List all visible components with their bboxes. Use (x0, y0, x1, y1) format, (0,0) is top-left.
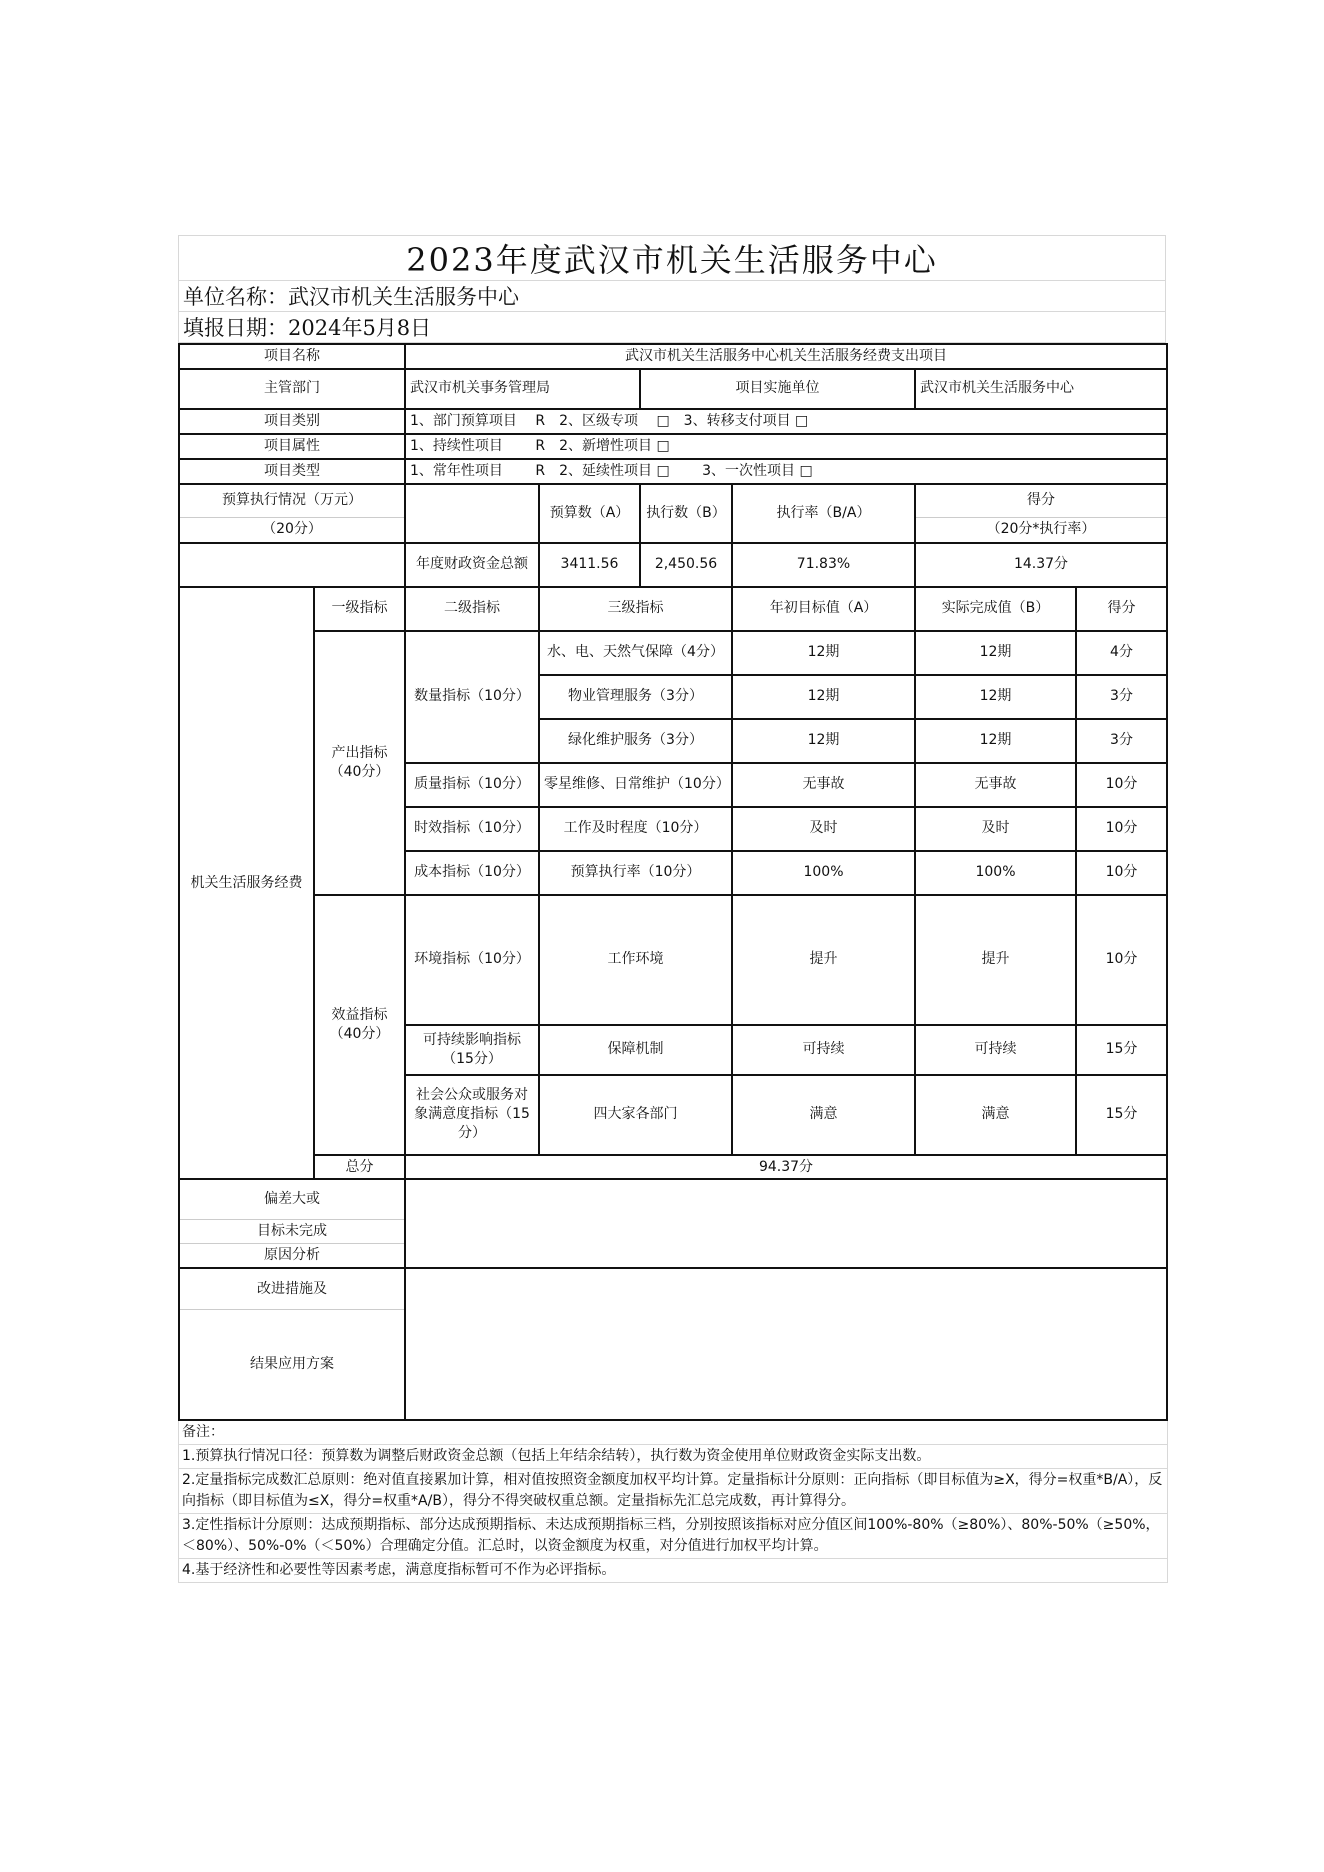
header-target: 年初目标值（A） (732, 587, 915, 631)
project-name-row (179, 344, 1167, 369)
dept-label: 主管部门 (179, 369, 405, 409)
budget-label: 预算执行情况（万元） (179, 484, 405, 518)
level3-indicator: 工作环境 (539, 895, 732, 1025)
indicator-row (179, 895, 1167, 1025)
level3-indicator: 物业管理服务（3分） (539, 675, 732, 719)
total-row (179, 1155, 1167, 1180)
budget-col-a: 预算数（A） (539, 484, 640, 543)
improve-content (405, 1268, 1167, 1420)
notes-heading: 备注： (182, 1423, 224, 1440)
score-value: 10分 (1076, 895, 1167, 1025)
deviation-label-1: 偏差大或 (179, 1179, 405, 1219)
budget-score-value: 14.37分 (915, 543, 1167, 587)
level2-indicator: 社会公众或服务对象满意度指标（15分） (405, 1075, 539, 1155)
budget-col-score: 得分 (915, 484, 1167, 518)
indicator-project-name: 机关生活服务经费 (179, 587, 314, 1180)
header-score: 得分 (1076, 587, 1167, 631)
unit-name-line: 单位名称：武汉市机关生活服务中心 (178, 281, 1166, 312)
result-plan-label: 结果应用方案 (179, 1310, 405, 1420)
target-value: 满意 (732, 1075, 915, 1155)
target-value: 12期 (732, 675, 915, 719)
type-row (179, 459, 1167, 484)
header-level3: 三级指标 (539, 587, 732, 631)
level2-indicator: 质量指标（10分） (405, 763, 539, 807)
score-value: 4分 (1076, 631, 1167, 675)
budget-a-value: 3411.56 (539, 543, 640, 587)
indicator-header-row (179, 587, 1167, 631)
target-value: 可持续 (732, 1025, 915, 1075)
score-value: 10分 (1076, 807, 1167, 851)
actual-value: 12期 (915, 631, 1076, 675)
level2-indicator: 时效指标（10分） (405, 807, 539, 851)
score-value: 15分 (1076, 1025, 1167, 1075)
budget-blank-cell (405, 484, 539, 543)
actual-value: 100% (915, 851, 1076, 895)
target-value: 及时 (732, 807, 915, 851)
dept-value: 武汉市机关事务管理局 (405, 369, 640, 409)
level2-indicator: 可持续影响指标（15分） (405, 1025, 539, 1075)
budget-row-label: 年度财政资金总额 (405, 543, 539, 587)
dept-row (179, 369, 1167, 409)
type-label: 项目类型 (179, 459, 405, 484)
actual-value: 可持续 (915, 1025, 1076, 1075)
budget-col-b: 执行数（B） (640, 484, 732, 543)
level3-indicator: 四大家各部门 (539, 1075, 732, 1155)
actual-value: 12期 (915, 719, 1076, 763)
level2-indicator: 成本指标（10分） (405, 851, 539, 895)
target-value: 100% (732, 851, 915, 895)
output-indicator-label: 产出指标（40分） (314, 631, 405, 895)
score-value: 3分 (1076, 675, 1167, 719)
budget-col-rate: 执行率（B/A） (732, 484, 915, 543)
report-sheet (178, 235, 1166, 1583)
level2-indicator: 数量指标（10分） (405, 631, 539, 763)
actual-value: 12期 (915, 675, 1076, 719)
budget-value-row (179, 543, 1167, 587)
indicator-row (179, 631, 1167, 675)
total-label: 总分 (314, 1155, 405, 1180)
note-item: 3.定性指标计分原则：达成预期指标、部分达成预期指标、未达成预期指标三档，分别按照该指标对应分值区间100%-80%（≥80%）、80%-50%（≥50%，＜80%）、50%-0%（＜50%）合理确定分值。汇总时，以资金额度为权重，对分值进行加权平均计算。 (179, 1513, 1167, 1558)
level3-indicator: 水、电、天然气保障（4分） (539, 631, 732, 675)
actual-value: 无事故 (915, 763, 1076, 807)
attribute-value: 1、持续性项目 R 2、新增性项目 □ (405, 434, 1167, 459)
target-value: 12期 (732, 719, 915, 763)
category-row (179, 409, 1167, 434)
score-value: 3分 (1076, 719, 1167, 763)
budget-rate-value: 71.83% (732, 543, 915, 587)
actual-value: 满意 (915, 1075, 1076, 1155)
level3-indicator: 保障机制 (539, 1025, 732, 1075)
benefit-indicator-label: 效益指标（40分） (314, 895, 405, 1155)
level2-indicator: 环境指标（10分） (405, 895, 539, 1025)
category-value: 1、部门预算项目 R 2、区级专项 □ 3、转移支付项目 □ (405, 409, 1167, 434)
type-value: 1、常年性项目 R 2、延续性项目 □ 3、一次性项目 □ (405, 459, 1167, 484)
score-value: 15分 (1076, 1075, 1167, 1155)
category-label: 项目类别 (179, 409, 405, 434)
target-value: 12期 (732, 631, 915, 675)
note-item: 4.基于经济性和必要性等因素考虑，满意度指标暂可不作为必评指标。 (179, 1558, 1167, 1582)
budget-score-formula: （20分*执行率） (915, 518, 1167, 543)
fill-date-line: 填报日期：2024年5月8日 (178, 312, 1166, 343)
level3-indicator: 预算执行率（10分） (539, 851, 732, 895)
level3-indicator: 绿化维护服务（3分） (539, 719, 732, 763)
note-item: 2.定量指标完成数汇总原则：绝对值直接累加计算，相对值按照资金额度加权平均计算。定量指标计分原则：正向指标（即目标值为≥X，得分=权重*B/A），反向指标（即目标值为≤X，得分=权重*A/B），得分不得突破权重总额。定量指标先汇总完成数，再计算得分。 (179, 1468, 1167, 1513)
impl-unit-label: 项目实施单位 (640, 369, 915, 409)
header-actual: 实际完成值（B） (915, 587, 1076, 631)
deviation-label-3: 原因分析 (179, 1243, 405, 1267)
performance-table (178, 343, 1168, 1421)
budget-points: （20分） (179, 518, 405, 543)
deviation-analysis-content (405, 1179, 1167, 1267)
project-name-value: 武汉市机关生活服务中心机关生活服务经费支出项目 (405, 344, 1167, 369)
impl-unit-value: 武汉市机关生活服务中心 (915, 369, 1167, 409)
header-level2: 二级指标 (405, 587, 539, 631)
budget-blank-left (179, 543, 405, 587)
total-value: 94.37分 (405, 1155, 1167, 1180)
score-value: 10分 (1076, 851, 1167, 895)
deviation-row-1 (179, 1179, 1167, 1219)
project-name-label: 项目名称 (179, 344, 405, 369)
attribute-row (179, 434, 1167, 459)
note-item: 1.预算执行情况口径：预算数为调整后财政资金总额（包括上年结余结转），执行数为资金使用单位财政资金实际支出数。 (179, 1444, 1167, 1468)
score-value: 10分 (1076, 763, 1167, 807)
page-title: 2023年度武汉市机关生活服务中心 (178, 235, 1166, 281)
improve-label: 改进措施及 (179, 1268, 405, 1310)
level3-indicator: 零星维修、日常维护（10分） (539, 763, 732, 807)
header-level1: 一级指标 (314, 587, 405, 631)
actual-value: 及时 (915, 807, 1076, 851)
improve-row (179, 1268, 1167, 1310)
attribute-label: 项目属性 (179, 434, 405, 459)
actual-value: 提升 (915, 895, 1076, 1025)
target-value: 无事故 (732, 763, 915, 807)
deviation-label-2: 目标未完成 (179, 1219, 405, 1243)
target-value: 提升 (732, 895, 915, 1025)
level3-indicator: 工作及时程度（10分） (539, 807, 732, 851)
budget-b-value: 2,450.56 (640, 543, 732, 587)
budget-header-row-1 (179, 484, 1167, 518)
notes-section (178, 1421, 1168, 1583)
